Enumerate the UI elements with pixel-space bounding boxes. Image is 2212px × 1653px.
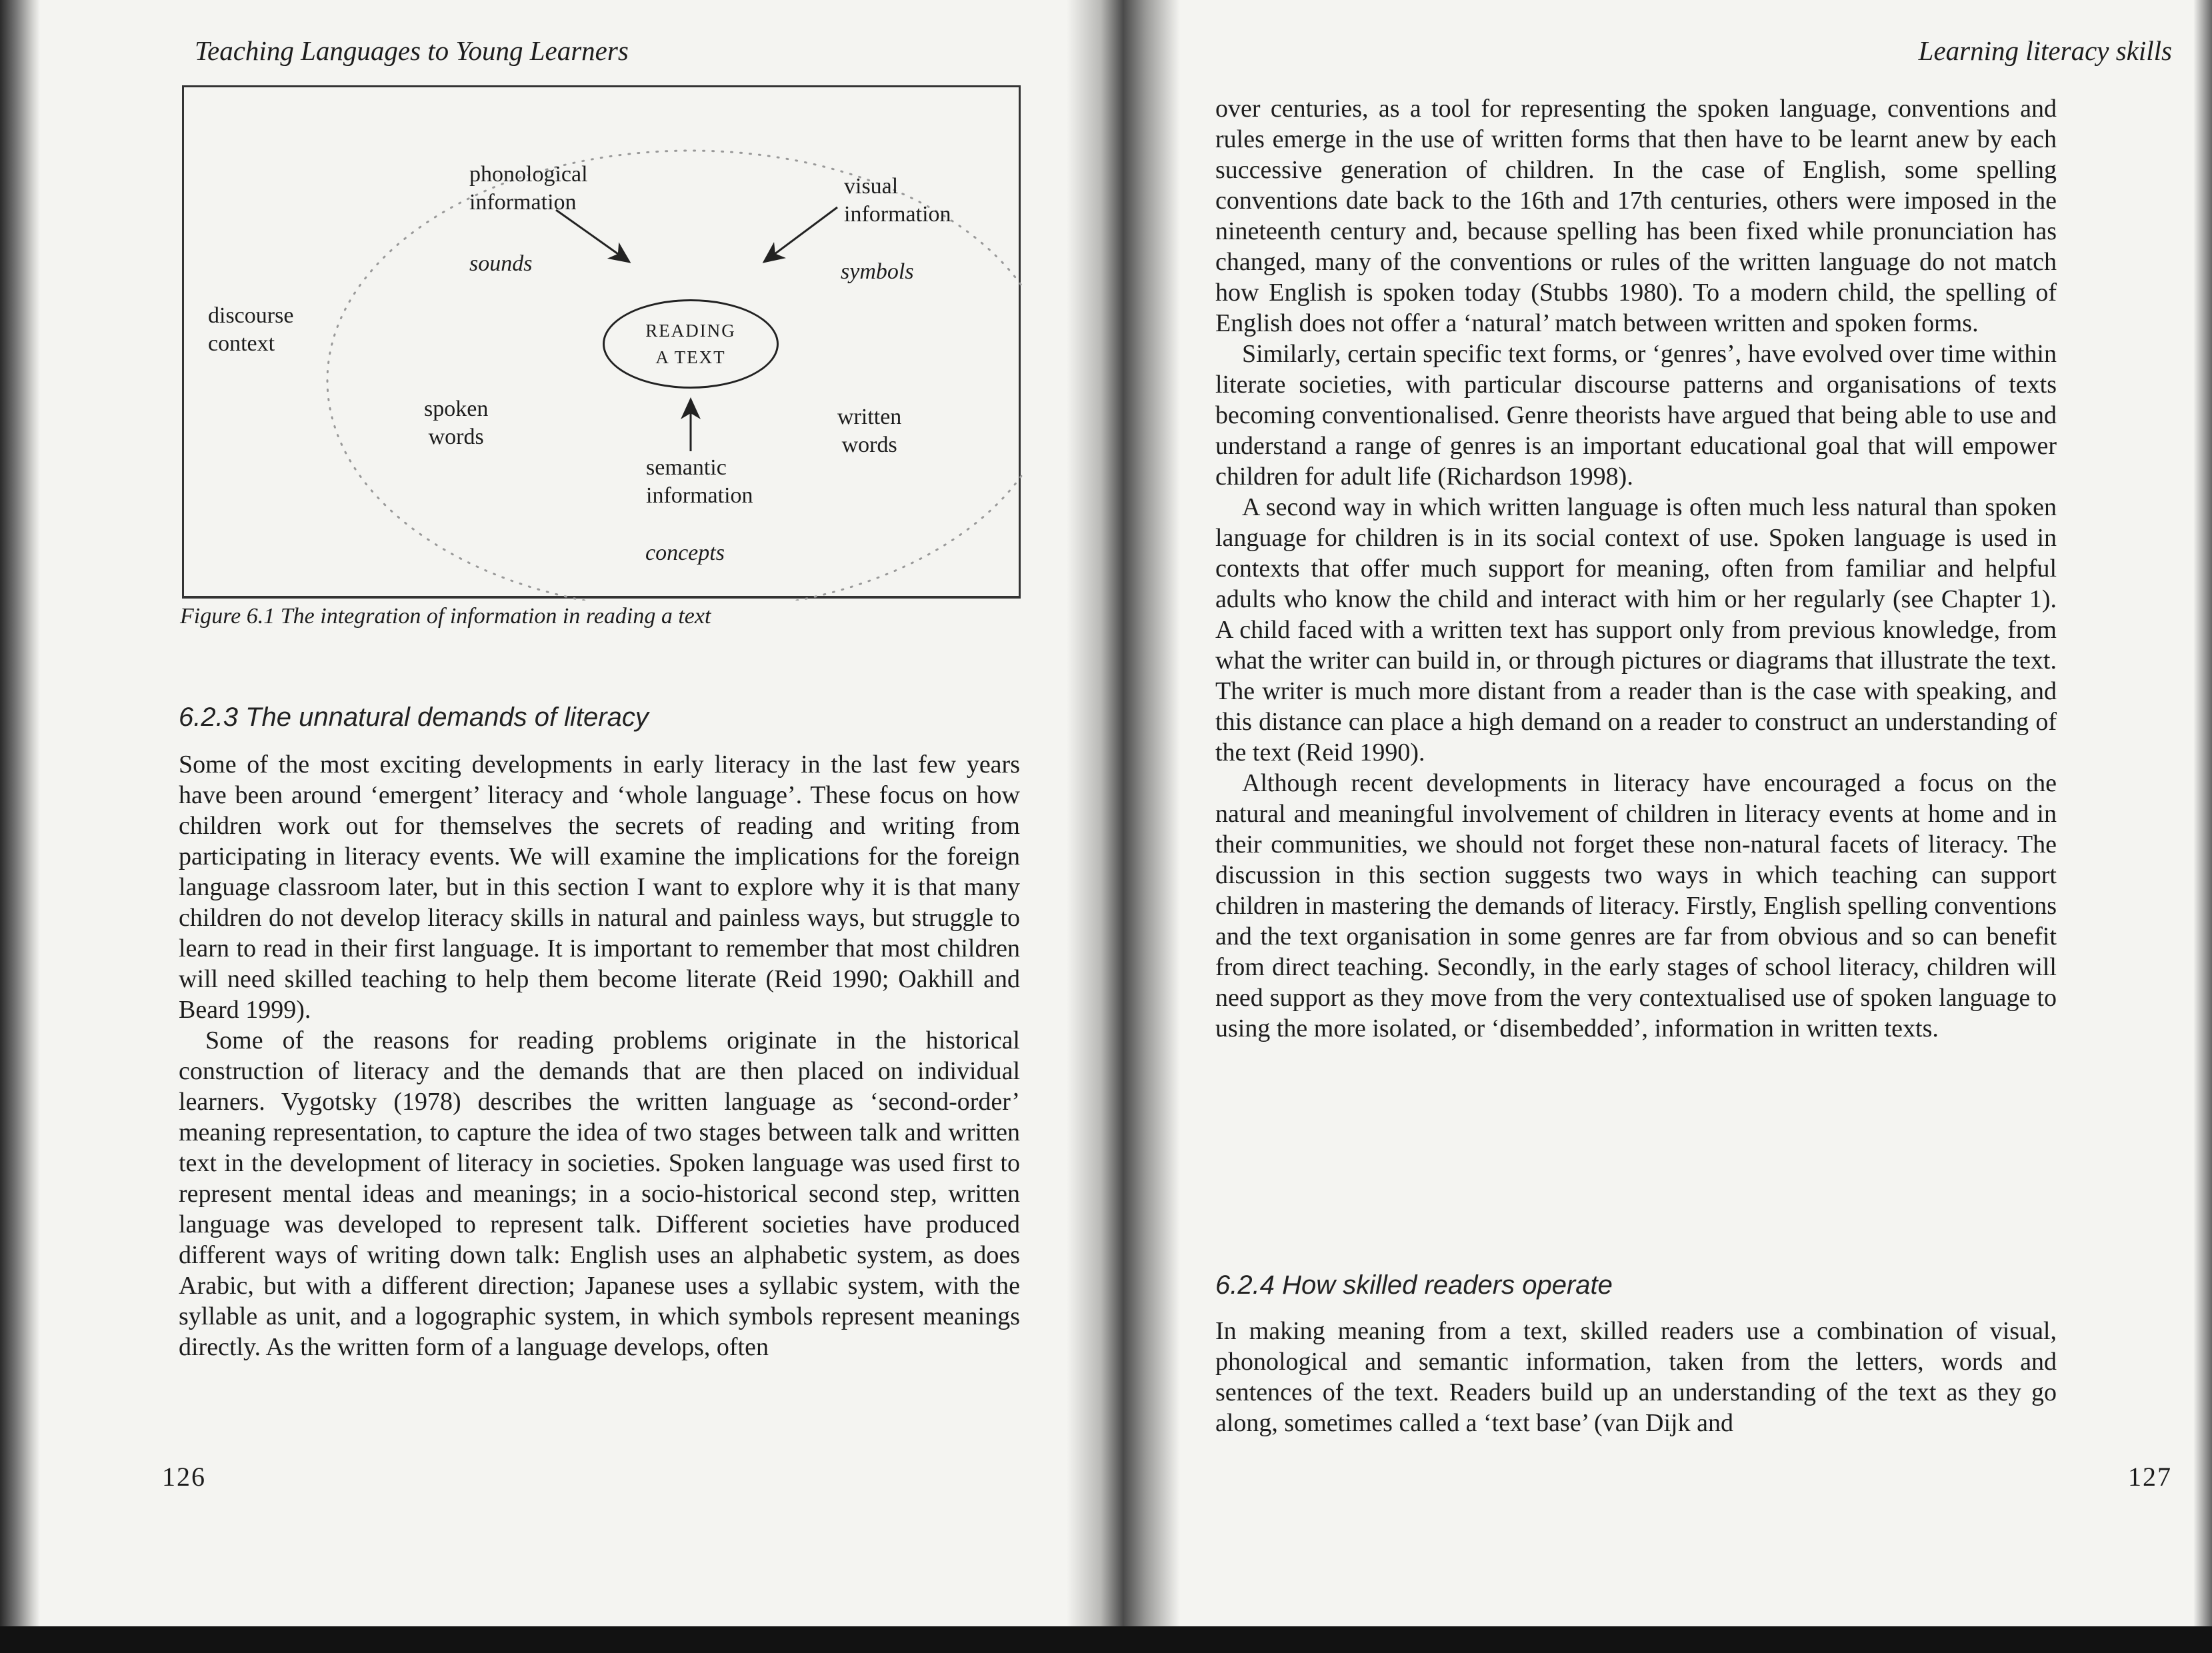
arrow-visual bbox=[764, 207, 837, 262]
paragraph: over centuries, as a tool for representing the spoken language, conventions and rules emerge in the use of written forms that then have to be learnt anew by each successive generation of children. In the case of English, some spelling conventions date back to the 16th and 17th centuries, others were imposed in the nineteenth century and, because spelling has been fixed while pronunciation has changed, many of the conventions or rules of the written language do not match how English is spoken today (Stubbs 1980). To a modern child, the spelling of English does not offer a ‘natural’ match between written and spoken forms. bbox=[1215, 95, 2057, 337]
label-semantic-information: semantic information bbox=[646, 455, 753, 508]
paragraph: In making meaning from a text, skilled readers use a combination of visual, phonological and semantic information, taken from the letters, words and sentences of the text. Readers build up an understanding of the text as they go along, sometimes called a ‘text base’ (van Dijk and bbox=[1215, 1317, 2057, 1437]
left-page bbox=[0, 0, 1110, 1633]
label-sounds: sounds bbox=[469, 251, 533, 276]
right-body-text-bottom bbox=[1215, 1316, 2057, 1438]
label-visual-information: visual information bbox=[844, 174, 951, 227]
reading-a-text-node: READING A TEXT bbox=[603, 299, 779, 389]
running-head-right: Learning literacy skills bbox=[1918, 35, 2172, 66]
label-written-words: written words bbox=[837, 405, 902, 457]
page-number-right: 127 bbox=[2128, 1462, 2172, 1492]
label-spoken-words: spoken words bbox=[424, 397, 489, 449]
arrow-phonological bbox=[556, 210, 629, 262]
right-body-text-top bbox=[1215, 93, 2057, 1044]
figure-caption: Figure 6.1 The integration of information in reading a text bbox=[180, 604, 711, 629]
label-symbols: symbols bbox=[841, 259, 914, 284]
book-edge-shadow-left bbox=[0, 0, 40, 1653]
scan-bottom-edge bbox=[0, 1626, 2212, 1653]
label-phonological-information: phonological information bbox=[469, 162, 588, 215]
paragraph: Some of the most exciting developments in early literacy in the last few years have been around ‘emergent’ literacy and ‘whole language’. These focus on how children work out for themselves the secrets of reading and writing from participating in literacy events. We will examine the implications for the foreign language classroom later, but in this section I want to explore why it is that many children do not develop literacy skills in natural and painless ways, but struggle to learn to read in their first language. It is important to remember that most children will need skilled teaching to help them become literate (Reid 1990; Oakhill and Beard 1999). bbox=[179, 751, 1020, 1024]
label-discourse-context: discourse context bbox=[208, 303, 294, 356]
book-gutter-shadow bbox=[1067, 0, 1180, 1653]
paragraph: A second way in which written language is often much less natural than spoken language for children is in its social context of use. Spoken language is used in contexts that offer much support for meaning, often from familiar and helpful adults who know the child and interact with him or her regularly (see Chapter 1). A child faced with a written text has support only from previous knowledge, from what the writer can build in, or through pictures or diagrams that illustrate the text. The writer is much more distant from a reader than is the case with speaking, and this distance can place a high demand on a reader to construct an understanding of the text (Reid 1990). bbox=[1215, 493, 2057, 767]
section-heading-6-2-4: 6.2.4 How skilled readers operate bbox=[1215, 1270, 1613, 1300]
running-head-left: Teaching Languages to Young Learners bbox=[195, 35, 629, 66]
book-edge-shadow-right bbox=[2193, 0, 2212, 1653]
paragraph: Similarly, certain specific text forms, or ‘genres’, have evolved over time within literate societies, with particular discourse patterns and organisations of texts becoming conventionalised. Genre theorists have argued that being able to use and understand a range of genres is an important educational goal that will empower children for adult life (Richardson 1998). bbox=[1215, 340, 2057, 491]
label-concepts: concepts bbox=[645, 541, 725, 565]
section-heading-6-2-3: 6.2.3 The unnatural demands of literacy bbox=[179, 703, 649, 732]
figure-6-1 bbox=[182, 85, 1021, 599]
page-number-left: 126 bbox=[162, 1462, 206, 1492]
right-page bbox=[1110, 0, 2212, 1633]
paragraph: Although recent developments in literacy have encouraged a focus on the natural and meaningful involvement of children in literacy events at home and in their communities, we should not forget these non-natural facets of literacy. The discussion in this section suggests two ways in which teaching can support children in mastering the demands of literacy. Firstly, English spelling conventions and the text organisation in some genres are far from obvious and so can benefit from direct teaching. Secondly, in the early stages of school literacy, children will need support as they move from the very contextualised use of spoken language to using the more isolated, or ‘disembedded’, information in written texts. bbox=[1215, 769, 2057, 1042]
paragraph: Some of the reasons for reading problems originate in the historical construction of literacy and the demands that are then placed on individual learners. Vygotsky (1978) describes the written language as ‘second-order’ meaning representation, to capture the idea of two stages between talk and written text in the development of literacy in societies. Spoken language was used first to represent mental ideas and meanings; in a socio-historical second step, written language was developed to represent talk. Different societies have produced different ways of writing down talk: English uses an alphabetic system, as does Arabic, but with a different direction; Japanese uses a syllabic system, with the syllable as unit, and a logographic system, in which symbols represent meanings directly. As the written form of a language develops, often bbox=[179, 1026, 1020, 1361]
left-body-text bbox=[179, 749, 1020, 1362]
